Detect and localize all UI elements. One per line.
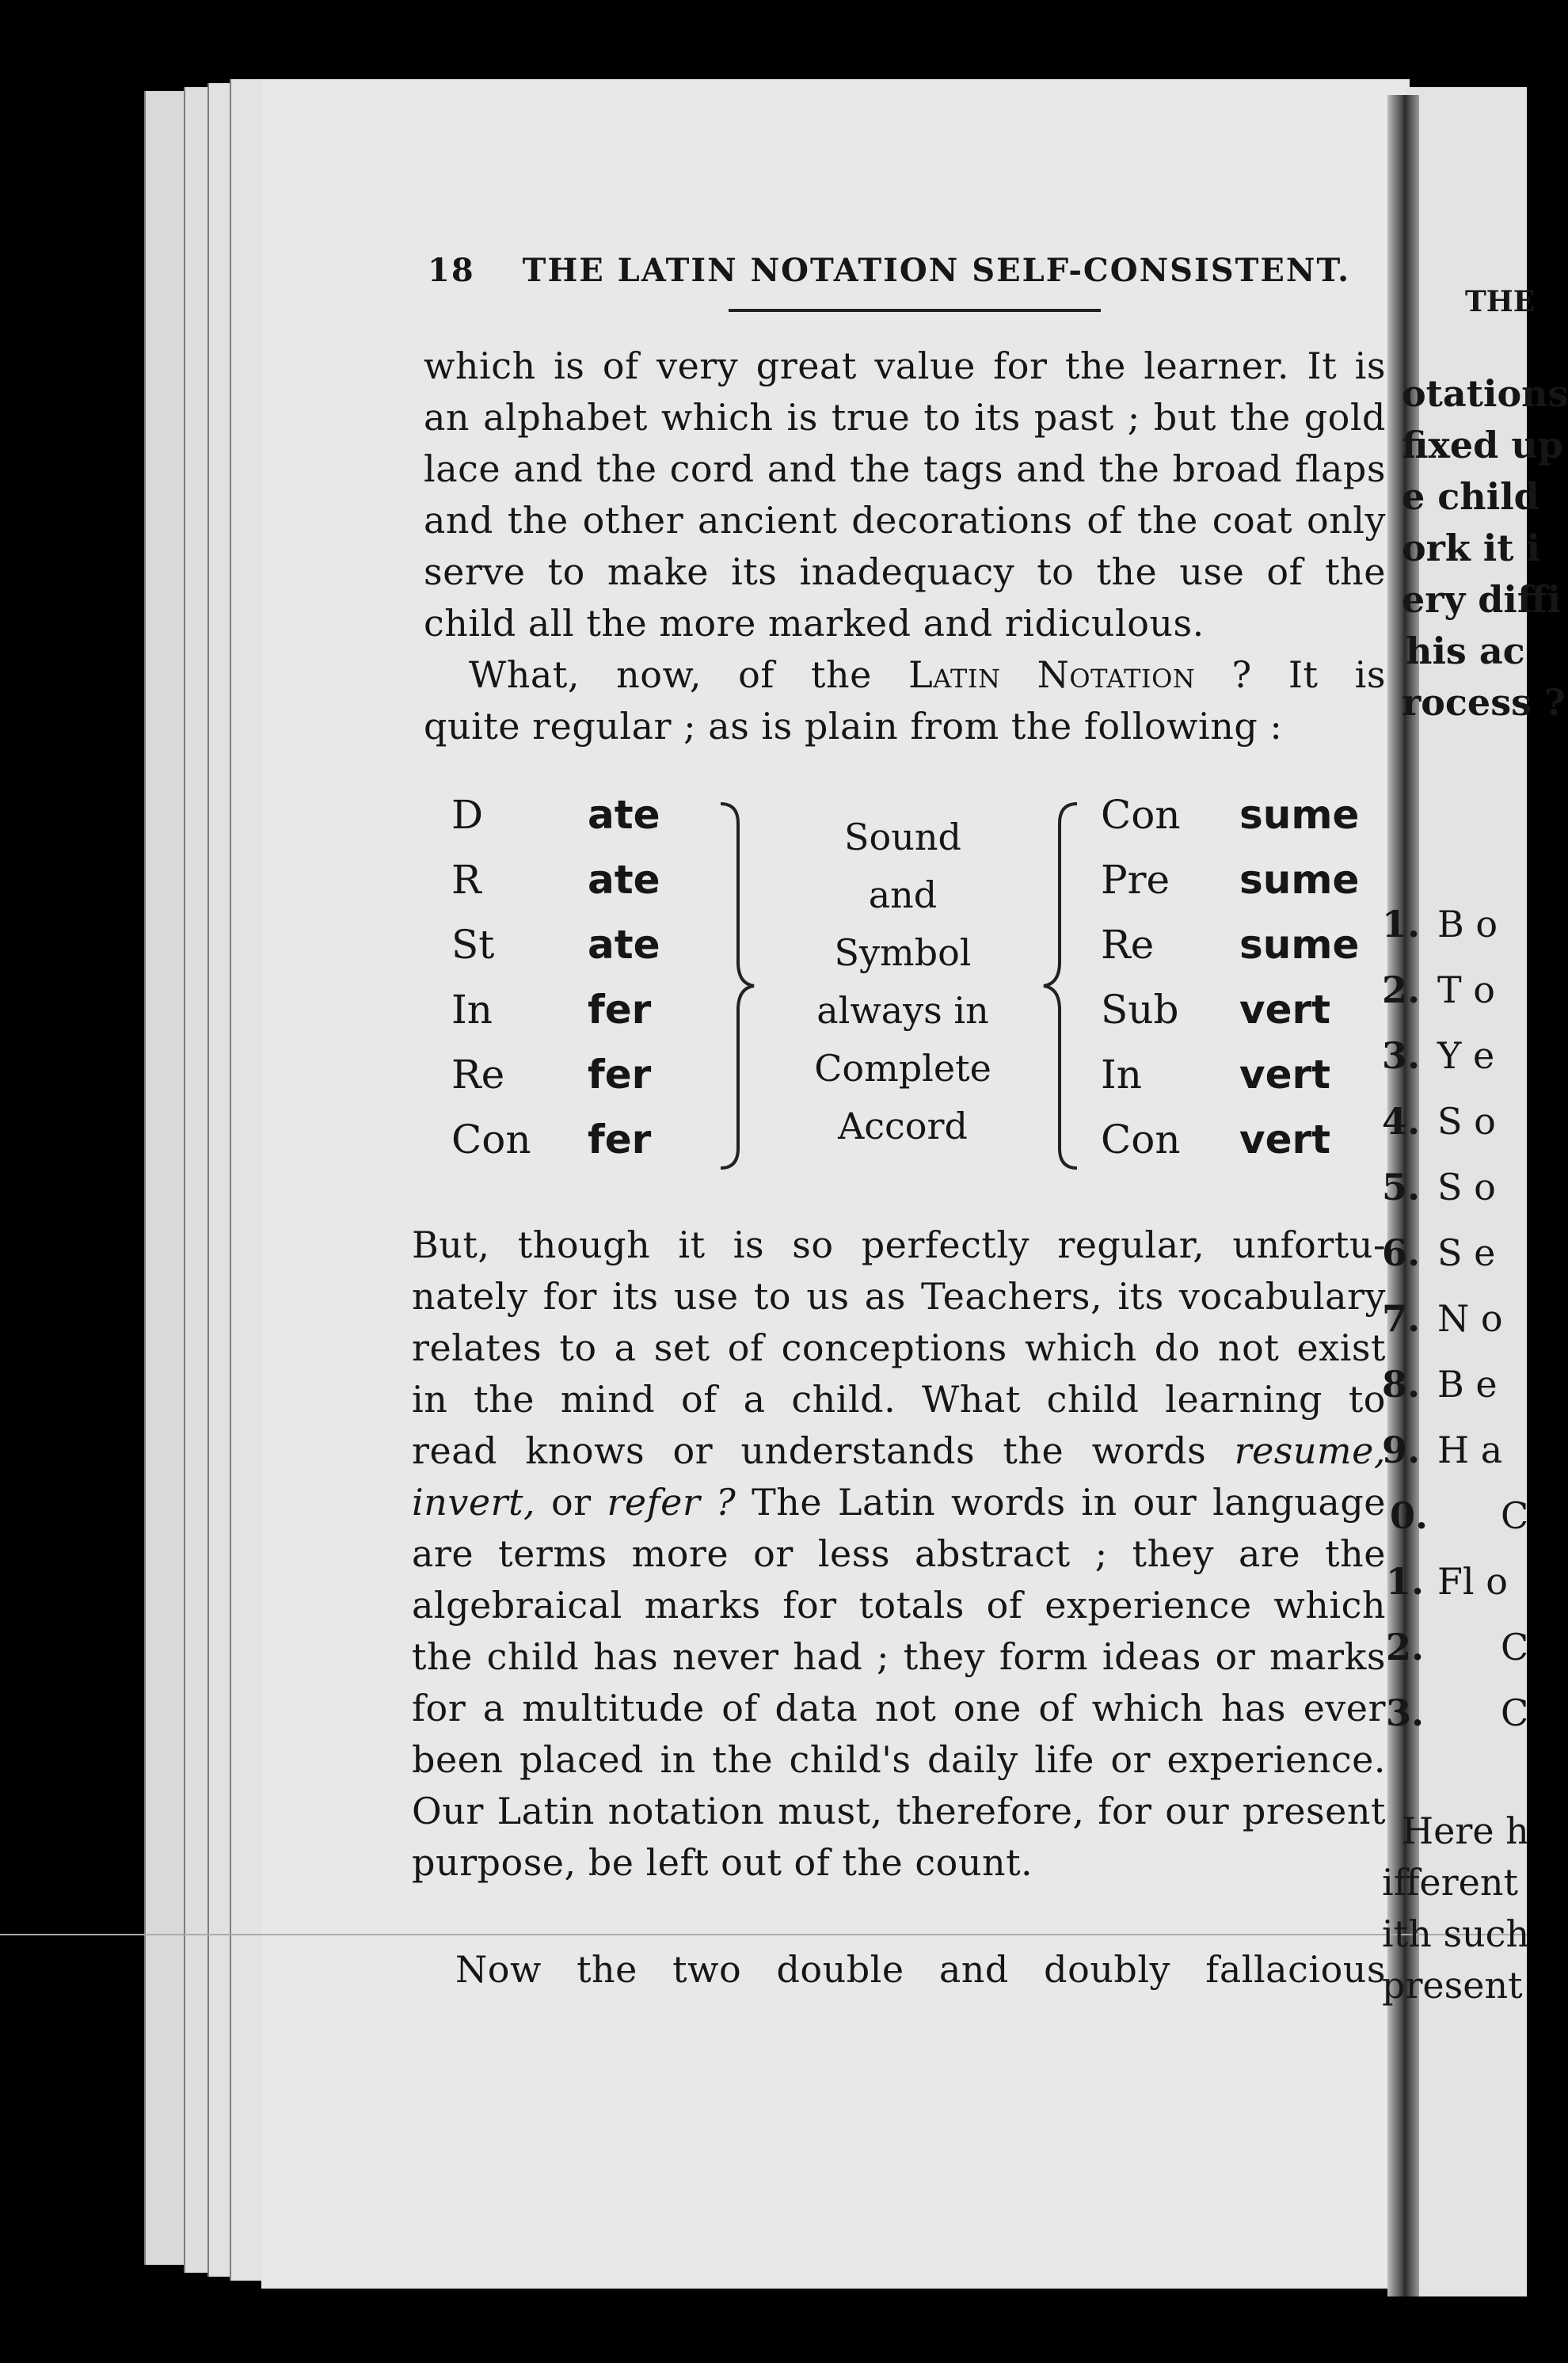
- list-word: C: [1501, 1494, 1529, 1537]
- list-number: 9.: [1382, 1429, 1421, 1471]
- left-prefix: St: [451, 922, 495, 968]
- list-number: 8.: [1382, 1363, 1421, 1406]
- text-line: and the other ancient decorations of the coat only: [424, 499, 1386, 542]
- text-line: serve to make its inadequacy to the use of the: [424, 550, 1386, 593]
- running-title: THE LATIN NOTATION SELF-CONSISTENT.: [522, 252, 1351, 289]
- facing-line: ifferent: [1382, 1861, 1518, 1904]
- text-run: The Latin words in our language: [752, 1481, 1387, 1524]
- page-number: 18: [428, 252, 475, 289]
- text-line: quite regular ; as is plain from the following :: [424, 705, 1283, 748]
- list-number: 7.: [1382, 1297, 1421, 1340]
- text-line: are terms more or less abstract ; they are the: [412, 1532, 1386, 1575]
- list-word: S o: [1437, 1100, 1496, 1143]
- list-number: 1.: [1382, 903, 1421, 946]
- facing-header: THE: [1465, 285, 1536, 318]
- list-word: B o: [1437, 903, 1498, 946]
- middle-label: Symbol: [834, 931, 972, 974]
- text-run: or: [550, 1481, 592, 1524]
- list-number: 6.: [1382, 1231, 1421, 1274]
- text-line: Now the two double and doubly fallacious: [455, 1948, 1386, 1991]
- middle-label: Complete: [814, 1047, 991, 1090]
- facing-line: e child: [1402, 475, 1539, 518]
- left-suffix: ate: [588, 857, 660, 903]
- right-suffix: vert: [1239, 987, 1331, 1033]
- left-suffix: ate: [588, 792, 660, 838]
- text-line: But, though it is so perfectly regular, unfortu-: [412, 1223, 1386, 1266]
- italic-word: resume,: [1234, 1429, 1387, 1472]
- text-line: an alphabet which is true to its past ; but the gold: [424, 396, 1386, 439]
- left-suffix: fer: [588, 987, 652, 1033]
- right-suffix: sume: [1239, 857, 1360, 903]
- list-word: C: [1501, 1691, 1529, 1734]
- text-line: purpose, be left out of the count.: [412, 1841, 1033, 1884]
- right-prefix: In: [1101, 1052, 1142, 1098]
- text-line: for a multitude of data not one of which has ever: [412, 1687, 1386, 1729]
- text-line: been placed in the child's daily life or experience.: [412, 1738, 1386, 1781]
- left-suffix: ate: [588, 922, 660, 968]
- list-word: Y e: [1437, 1034, 1495, 1077]
- text-line: which is of very great value for the learner. It is: [424, 344, 1386, 387]
- list-number: 1.: [1386, 1560, 1425, 1603]
- list-word: S o: [1437, 1166, 1496, 1208]
- text-line: the child has never had ; they form ideas or marks: [412, 1635, 1386, 1678]
- text-run: ? It is: [1195, 653, 1386, 696]
- facing-line: fixed up: [1402, 424, 1563, 466]
- facing-line: his ac: [1406, 630, 1525, 672]
- facing-line: otations: [1402, 372, 1568, 415]
- list-number: 3.: [1386, 1691, 1425, 1734]
- list-number: 5.: [1382, 1166, 1421, 1208]
- list-number: 2.: [1386, 1626, 1425, 1669]
- text-line: algebraical marks for totals of experience which: [412, 1584, 1386, 1627]
- text-line: nately for its use to us as Teachers, its vocabulary: [412, 1275, 1386, 1318]
- text-line: lace and the cord and the tags and the broad flaps: [424, 447, 1386, 490]
- text-line: Our Latin notation must, therefore, for our present: [412, 1790, 1386, 1832]
- text-line: relates to a set of conceptions which do not exist: [412, 1326, 1386, 1369]
- right-suffix: sume: [1239, 922, 1360, 968]
- italic-word: invert,: [412, 1481, 536, 1524]
- list-word: S e: [1437, 1231, 1496, 1274]
- left-prefix: D: [451, 792, 484, 838]
- right-suffix: vert: [1239, 1117, 1331, 1162]
- list-word: H a: [1437, 1429, 1503, 1471]
- list-word: B e: [1437, 1363, 1498, 1406]
- facing-line: ery diffi: [1402, 578, 1562, 621]
- right-prefix: Con: [1101, 1117, 1181, 1162]
- text-line: [412, 1481, 1386, 1524]
- text-line: in the mind of a child. What child learning to: [412, 1378, 1386, 1421]
- facing-line: ith such: [1382, 1912, 1530, 1955]
- left-suffix: fer: [588, 1052, 652, 1098]
- facing-line: Here h: [1402, 1809, 1529, 1852]
- right-prefix: Re: [1101, 922, 1155, 968]
- list-word: C: [1501, 1626, 1529, 1669]
- facing-line: present: [1382, 1964, 1523, 2007]
- header-rule: [729, 309, 1101, 312]
- facing-line: rocess ?: [1402, 681, 1566, 724]
- italic-word: refer ?: [607, 1481, 736, 1524]
- left-prefix: Re: [451, 1052, 505, 1098]
- right-suffix: sume: [1239, 792, 1360, 838]
- list-word: N o: [1437, 1297, 1503, 1340]
- right-prefix: Pre: [1101, 857, 1170, 903]
- right-brace: [713, 800, 760, 1172]
- scan-line: [0, 1934, 1527, 1935]
- text-line: child all the more marked and ridiculous.: [424, 602, 1205, 645]
- right-prefix: Sub: [1101, 987, 1179, 1033]
- running-header: [428, 252, 1350, 289]
- list-word: T o: [1437, 968, 1495, 1011]
- list-number: 3.: [1382, 1034, 1421, 1077]
- facing-line: ork it i: [1402, 527, 1541, 569]
- middle-label: and: [868, 873, 938, 916]
- right-suffix: vert: [1239, 1052, 1331, 1098]
- left-prefix: Con: [451, 1117, 531, 1162]
- list-word: Fl o: [1437, 1560, 1508, 1603]
- text-run: read knows or understands the words: [412, 1429, 1207, 1472]
- text-run: What, now, of the: [469, 653, 909, 696]
- small-caps-term: Latin Notation: [908, 653, 1196, 696]
- right-prefix: Con: [1101, 792, 1181, 838]
- middle-label: Sound: [844, 816, 961, 858]
- left-suffix: fer: [588, 1117, 652, 1162]
- left-prefix: In: [451, 987, 493, 1033]
- list-number: 0.: [1390, 1494, 1429, 1537]
- text-line: [469, 653, 1386, 696]
- list-number: 4.: [1382, 1100, 1421, 1143]
- left-brace: [1037, 800, 1085, 1172]
- middle-label: always in: [816, 989, 989, 1032]
- list-number: 2.: [1382, 968, 1421, 1011]
- middle-label: Accord: [838, 1105, 968, 1147]
- left-prefix: R: [451, 857, 481, 903]
- text-line: [412, 1429, 1386, 1472]
